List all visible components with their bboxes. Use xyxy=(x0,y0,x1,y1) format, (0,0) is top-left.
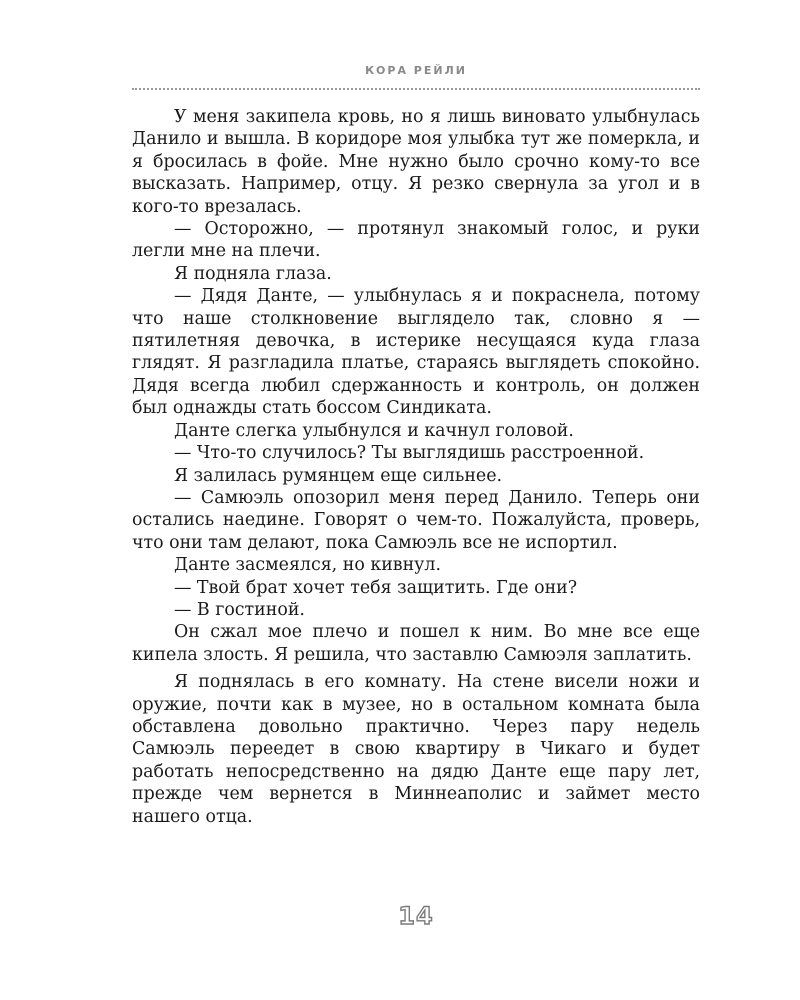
paragraph: Я поднялась в его комнату. На стене висели ножи и оружие, почти как в музее, но в остальном комната была обставлена довольно практично. Через пару недель Самюэль переедет в свою квартиру в Чикаго и будет работать непосредственно на дядю Данте еще пару лет, прежде чем вернется в Миннеаполис и займет место нашего отца. xyxy=(132,672,700,827)
page-number: 14 xyxy=(398,902,434,930)
paragraph: — В гостиной. xyxy=(174,599,305,620)
paragraph: — Осторожно, — протянул знакомый голос, и руки легли мне на плечи. xyxy=(132,219,700,262)
paragraph: Он сжал мое плечо и пошел к ним. Во мне все еще кипела злость. Я решила, что заставлю Самюэля заплатить. xyxy=(132,622,700,665)
paragraph: Данте засмеялся, но кивнул. xyxy=(174,555,441,576)
paragraph: У меня закипела кровь, но я лишь виновато улыбнулась Данило и вышла. В коридоре моя улыбка тут же померкла, и я бросилась в фойе. Мне нужно было срочно кому-то все высказать. Например, отцу. Я резко свернула за угол и в кого-то врезалась. xyxy=(132,107,700,217)
paragraph: Данте слегка улыбнулся и качнул головой. xyxy=(174,420,574,441)
paragraph: Я подняла глаза. xyxy=(174,263,332,284)
paragraph: — Твой брат хочет тебя защитить. Где они? xyxy=(174,577,578,598)
paragraph: — Дядя Данте, — улыбнулась я и покраснела, потому что наше столкновение выглядело так, словно я — пятилетняя девочка, в истерике несущаяся куда глаза глядят. Я разгладила платье, стараясь выглядеть спокойно. Дядя всегда любил сдержанность и контроль, он должен был однажды стать боссом Синдиката. xyxy=(132,286,700,419)
paragraph: — Что-то случилось? Ты выглядишь расстроенной. xyxy=(174,443,645,464)
header-dotted-rule xyxy=(132,88,700,90)
paragraph: Я залилась румянцем еще сильнее. xyxy=(174,465,503,486)
running-head-author: КОРА РЕЙЛИ xyxy=(365,64,467,77)
paragraph: — Самюэль опозорил меня перед Данило. Теперь они остались наедине. Говорят о чем-то. Пожалуйста, проверь, что они там делают, пока Самюэль все не испортил. xyxy=(132,487,700,553)
body-text xyxy=(132,106,700,828)
